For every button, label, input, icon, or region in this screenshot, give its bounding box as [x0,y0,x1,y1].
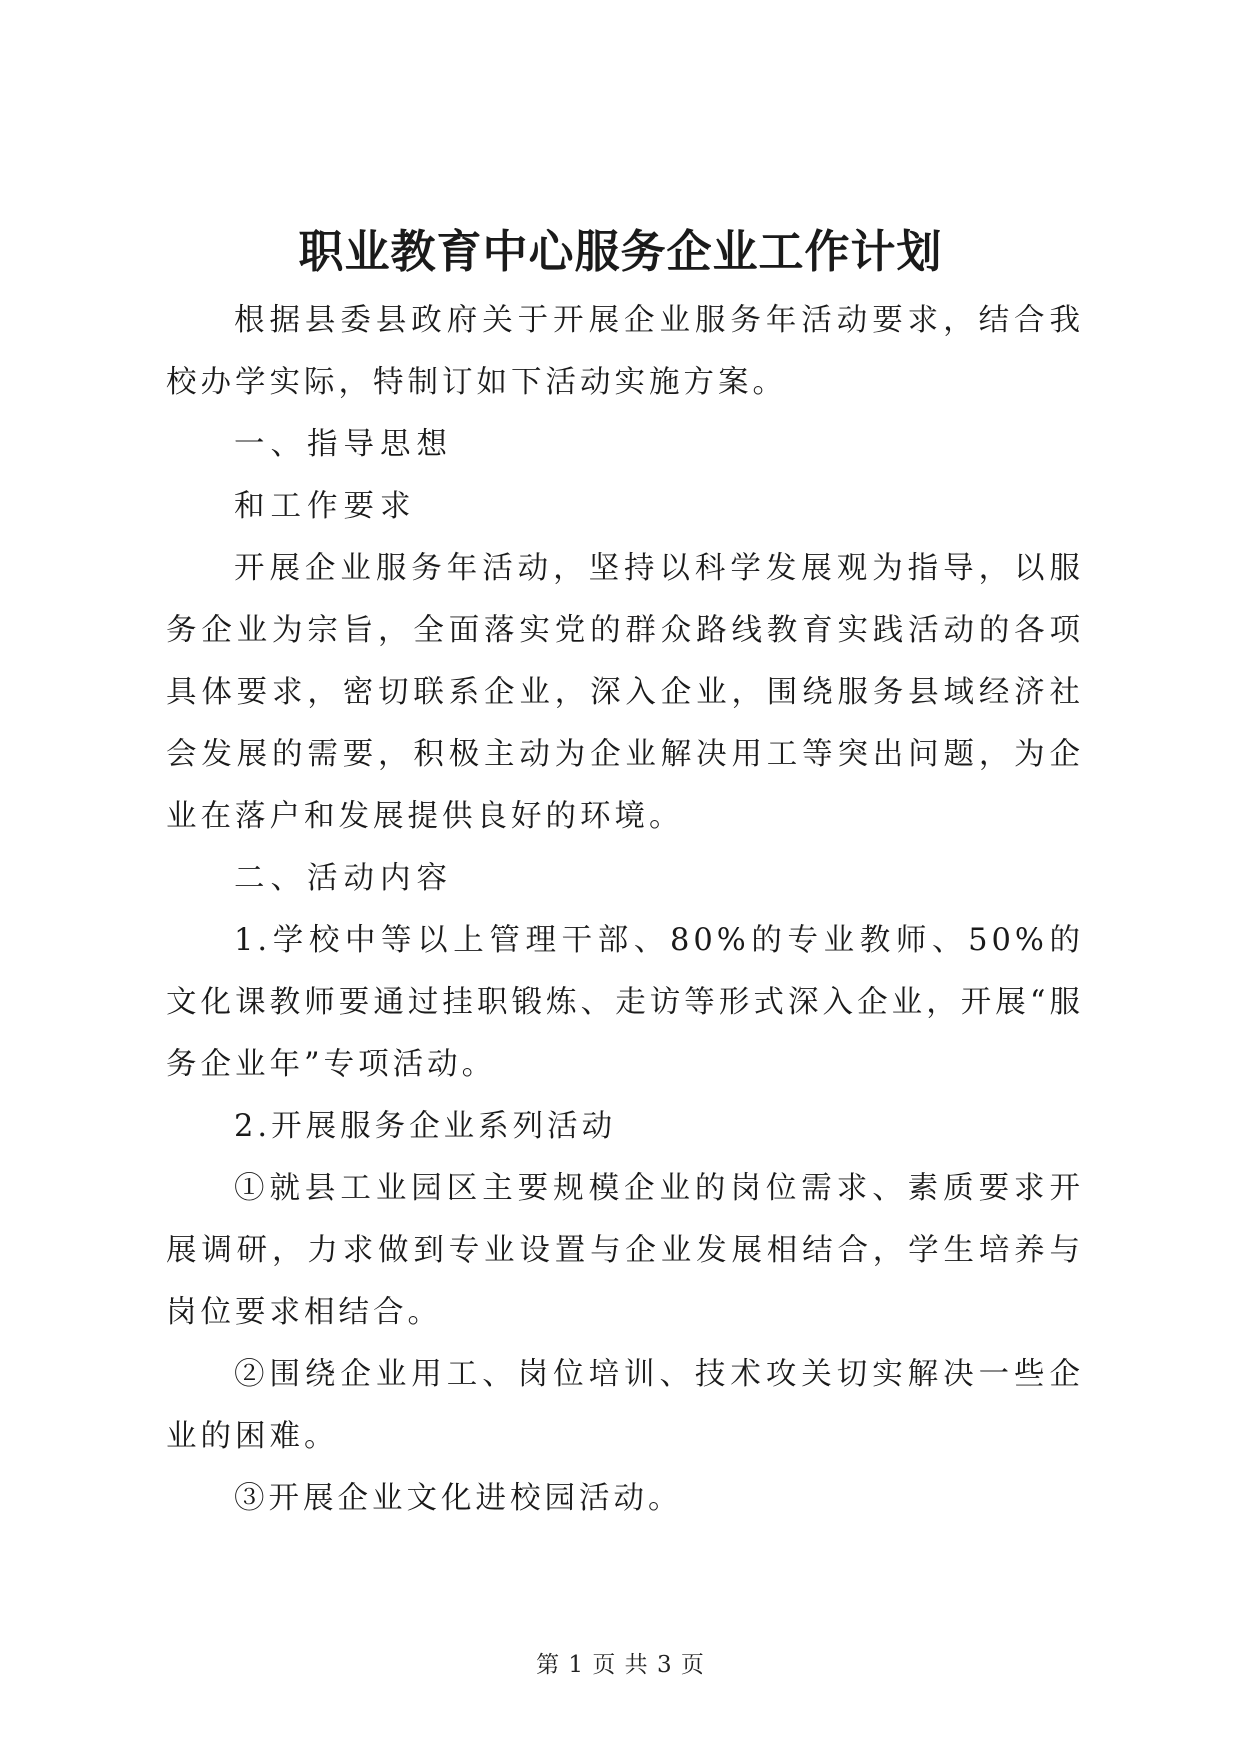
activity-item-1: 1.学校中等以上管理干部、80%的专业教师、50%的文化课教师要通过挂职锻炼、走访等形式深入企业，开展“服务企业年”专项活动。 [166,923,1084,1082]
section-heading-guiding-ideology: 一、指导思想 [234,427,453,462]
section-heading-work-requirements: 和工作要求 [234,489,417,524]
document-body [166,290,1084,1530]
page-number-footer: 第 1 页 共 3 页 [536,1652,705,1678]
document-title: 职业教育中心服务企业工作计划 [298,225,943,278]
activity-item-2: 2.开展服务企业系列活动 [234,1109,617,1144]
intro-paragraph: 根据县委县政府关于开展企业服务年活动要求，结合我校办学实际，特制订如下活动实施方案。 [166,303,1084,400]
guiding-ideology-paragraph: 开展企业服务年活动，坚持以科学发展观为指导，以服务企业为宗旨，全面落实党的群众路线教育实践活动的各项具体要求，密切联系企业，深入企业，围绕服务县域经济社会发展的需要，积极主动为企业解决用工等突出问题，为企业在落户和发展提供良好的环境。 [166,551,1084,834]
activity-subitem-3: ③开展企业文化进校园活动。 [234,1481,683,1516]
section-heading-activity-content: 二、活动内容 [234,861,453,896]
activity-subitem-1: ①就县工业园区主要规模企业的岗位需求、素质要求开展调研，力求做到专业设置与企业发展相结合，学生培养与岗位要求相结合。 [166,1171,1084,1330]
activity-subitem-2: ②围绕企业用工、岗位培训、技术攻关切实解决一些企业的困难。 [166,1357,1084,1454]
